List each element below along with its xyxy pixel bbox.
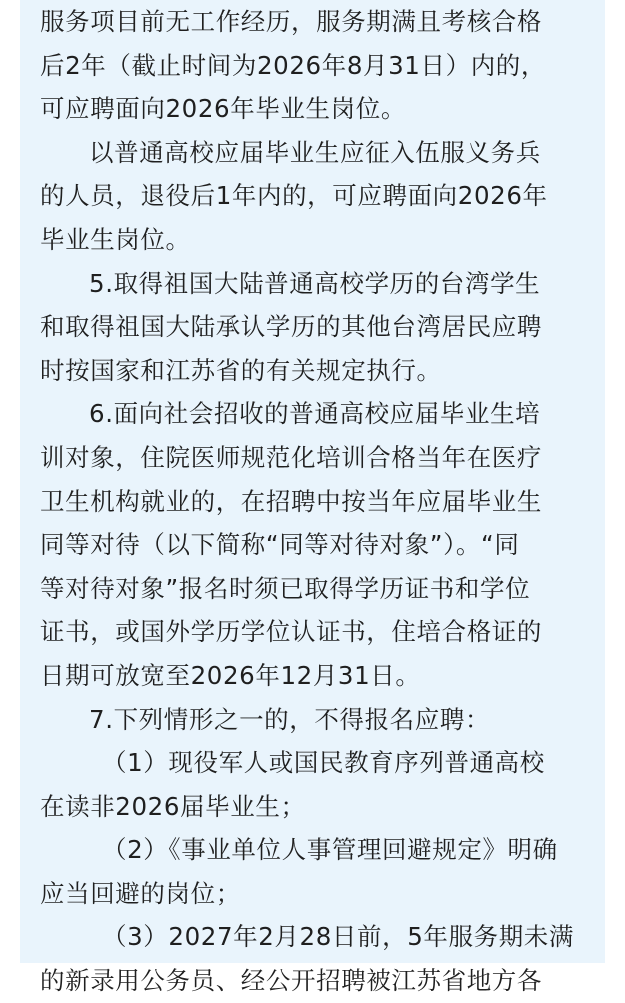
paragraph-start-line: 7.下列情形之一的，不得报名应聘： [89,704,491,734]
text-line: 的新录用公务员、经公开招聘被江苏省地方各 [40,966,542,996]
list-item-start-line: （2）《事业单位人事管理回避规定》明确 [102,835,558,865]
text-line: 在读非2026届毕业生； [40,791,306,821]
list-item-start-line: （1）现役军人或国民教育序列普通高校 [102,748,545,778]
text-line: 的人员，退役后1年内的，可应聘面向2026年 [40,181,548,211]
paragraph-start-line: 5.取得祖国大陆普通高校学历的台湾学生 [89,268,541,298]
text-line: 等对待对象”报名时须已取得学历证书和学位 [40,573,531,603]
list-item-start-line: （3）2027年2月28日前，5年服务期未满 [102,922,574,952]
text-line: 后2年（截止时间为2026年8月31日）内的， [40,50,546,80]
text-line: 卫生机构就业的，在招聘中按当年应届毕业生 [40,486,542,516]
text-line: 应当回避的岗位； [40,878,241,908]
text-line: 可应聘面向2026年毕业生岗位。 [40,94,406,124]
text-line: 服务项目前无工作经历，服务期满且考核合格 [40,7,542,36]
text-line: 训对象，住院医师规范化培训合格当年在医疗 [40,442,542,472]
text-line: 毕业生岗位。 [40,224,191,254]
text-line: 时按国家和江苏省的有关规定执行。 [40,355,442,385]
text-line: 和取得祖国大陆承认学历的其他台湾居民应聘 [40,312,542,342]
text-line: 证书，或国外学历学位认证书，住培合格证的 [40,617,542,647]
article-body [40,0,585,1003]
paragraph-start-line: 6.面向社会招收的普通高校应届毕业生培 [89,399,541,429]
paragraph-start-line: 以普通高校应届毕业生应征入伍服义务兵 [89,137,541,167]
text-line: 同等对待（以下简称“同等对待对象”）。“同 [40,530,520,560]
text-line: 日期可放宽至2026年12月31日。 [40,660,421,690]
